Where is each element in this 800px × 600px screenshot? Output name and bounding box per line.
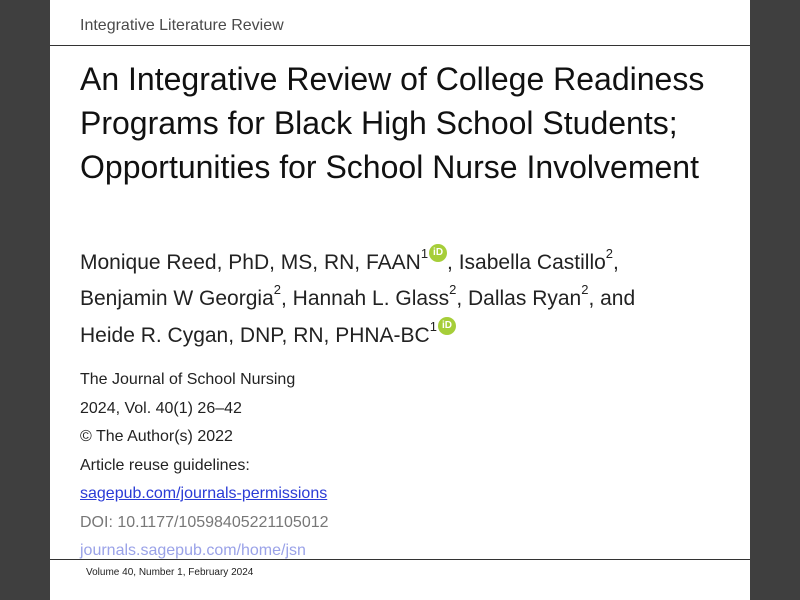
author-separator: , — [280, 287, 293, 310]
doi: DOI: 10.1177/10598405221105012 — [80, 513, 329, 531]
footer-band — [50, 560, 750, 600]
orcid-icon[interactable]: iD — [429, 244, 447, 262]
author-separator: , and — [588, 287, 636, 310]
author-name: Heide R. Cygan, DNP, RN, PHNA-BC — [80, 324, 430, 347]
author-name: Benjamin W Georgia — [80, 287, 274, 310]
copyright: © The Author(s) 2022 — [80, 428, 233, 445]
orcid-icon[interactable]: iD — [438, 317, 456, 335]
affiliation-marker: 1 — [429, 319, 437, 334]
article-title: An Integrative Review of College Readiness Programs for Black High School Students; Opportunities for School Nurse Involvement — [80, 61, 705, 185]
running-head: Integrative Literature Review — [80, 17, 284, 34]
affiliation-marker: 2 — [273, 282, 281, 297]
author-separator: , — [447, 251, 459, 274]
issue-footer: Volume 40, Number 1, February 2024 — [86, 567, 254, 578]
document-page — [50, 0, 750, 600]
author-separator: , — [613, 251, 619, 274]
permissions-link[interactable]: sagepub.com/journals-permissions — [80, 485, 328, 502]
affiliation-marker: 2 — [449, 282, 457, 297]
header-divider — [50, 45, 750, 46]
author-name: Monique Reed, PhD, MS, RN, FAAN — [80, 251, 421, 274]
author-name: Isabella Castillo — [458, 251, 606, 274]
affiliation-marker: 2 — [581, 282, 589, 297]
affiliation-marker: 1 — [420, 246, 429, 261]
article-metadata — [80, 366, 329, 566]
reuse-label: Article reuse guidelines: — [80, 456, 250, 474]
volume-info: 2024, Vol. 40(1) 26–42 — [80, 399, 242, 417]
author-list — [80, 244, 730, 354]
author-name: Hannah L. Glass — [292, 287, 450, 310]
author-name: Dallas Ryan — [468, 287, 582, 310]
affiliation-marker: 2 — [605, 246, 614, 261]
author-separator: , — [456, 287, 468, 310]
journal-site-link[interactable]: journals.sagepub.com/home/jsn — [80, 542, 306, 559]
journal-name: The Journal of School Nursing — [80, 371, 296, 388]
footer-divider — [50, 559, 750, 560]
